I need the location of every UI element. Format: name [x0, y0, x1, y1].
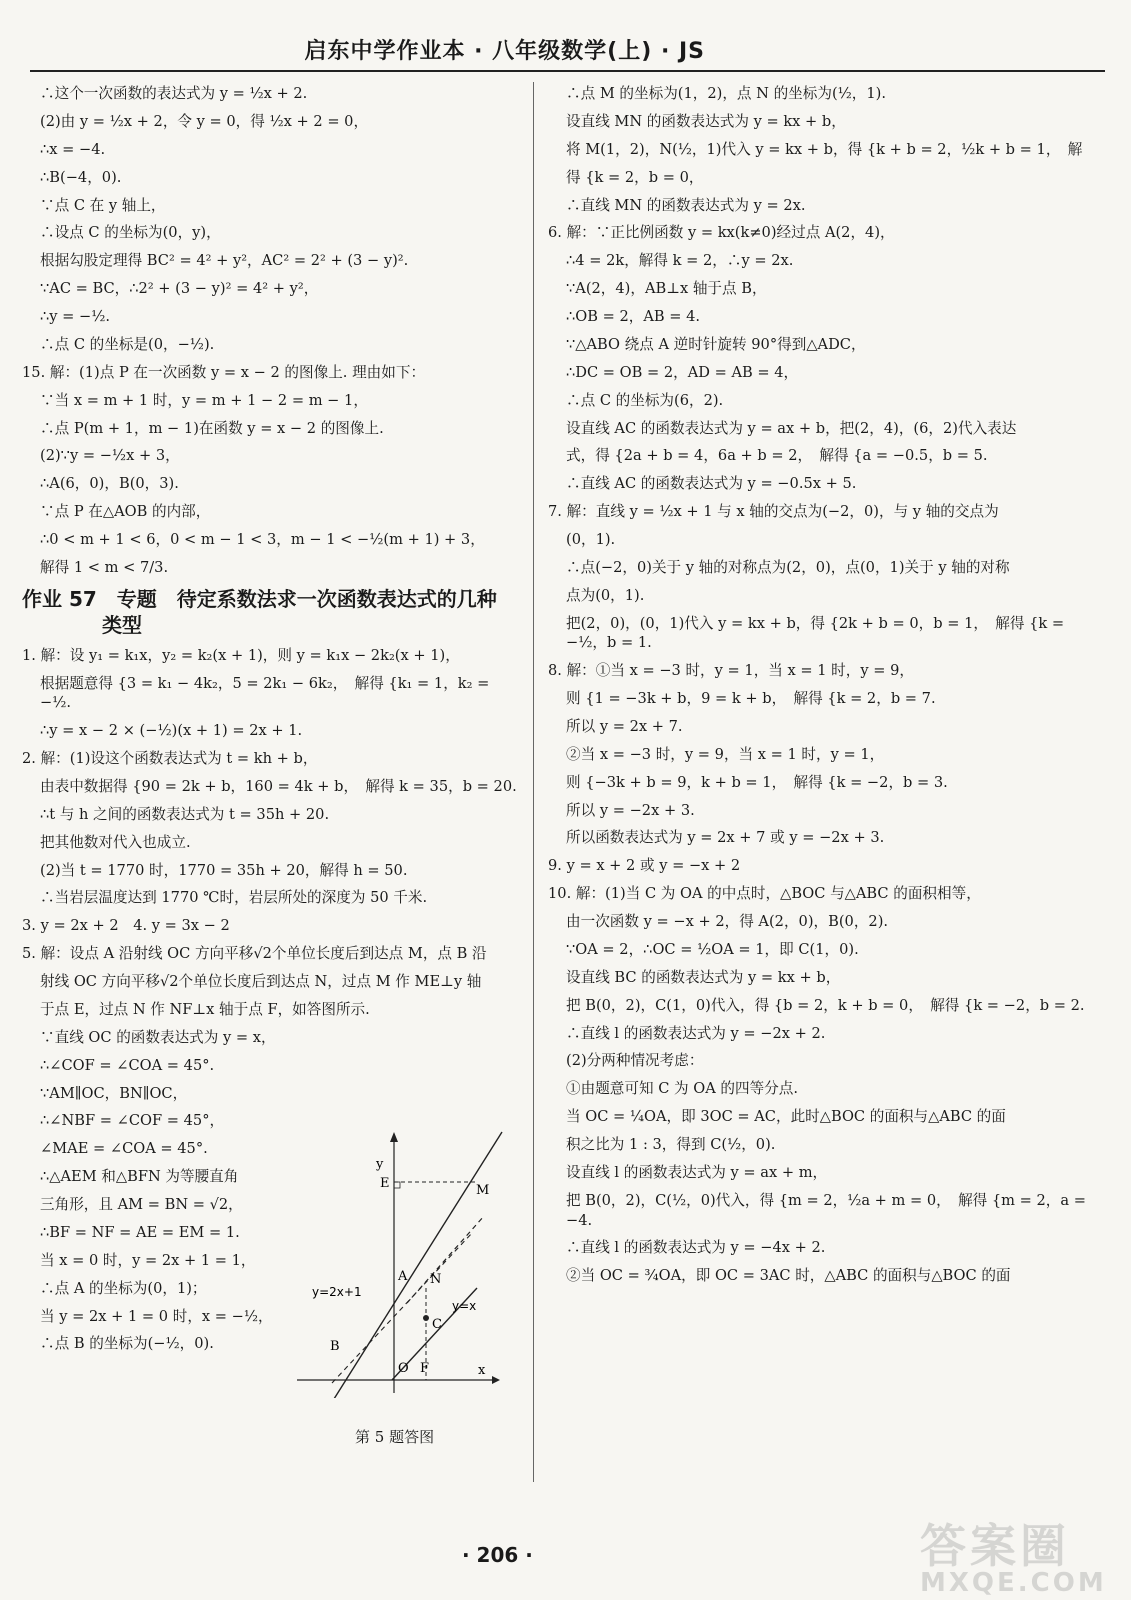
right-line: 所以函数表达式为 y = 2x + 7 或 y = −2x + 3. — [566, 829, 885, 847]
right-angle-e — [394, 1182, 400, 1188]
left-line: ∴设点 C 的坐标为(0，y)， — [40, 224, 221, 242]
left-line: ∠MAE = ∠COA = 45°. — [40, 1140, 208, 1158]
section-heading — [22, 586, 522, 638]
left-line: 当 y = 2x + 1 = 0 时，x = −½， — [40, 1307, 273, 1325]
y-axis-arrow — [390, 1132, 398, 1142]
left-line: ∴∠COF = ∠COA = 45°. — [40, 1056, 215, 1074]
left-line: (2)∵y = −½x + 3， — [40, 447, 180, 465]
left-line: ∴t 与 h 之间的函数表达式为 t = 35h + 20. — [40, 805, 330, 823]
left-line: ∴点 A 的坐标为(0，1)； — [40, 1279, 207, 1297]
left-line: (2)由 y = ½x + 2，令 y = 0，得 ½x + 2 = 0， — [40, 112, 369, 130]
left-line: ∴点 C 的坐标是(0，−½). — [40, 335, 215, 353]
left-line: (2)当 t = 1770 时，1770 = 35h + 20，解得 h = 50. — [40, 861, 408, 879]
right-line: 10. 解：(1)当 C 为 OA 的中点时，△BOC 与△ABC 的面积相等， — [548, 885, 981, 903]
left-line: 解得 1 < m < 7/3. — [40, 558, 169, 576]
watermark-text: 答案圈 — [920, 1519, 1070, 1573]
right-line: 所以 y = −2x + 3. — [566, 801, 695, 819]
right-line: 当 OC = ¼OA，即 3OC = AC，此时△BOC 的面积与△ABC 的面 — [566, 1108, 1006, 1126]
left-line: ∴A(6，0)，B(0，3). — [40, 475, 179, 493]
left-line: ∴△AEM 和△BFN 为等腰直角 — [40, 1168, 239, 1186]
watermark-url: MXQE.COM — [920, 1568, 1107, 1598]
left-line: 于点 E，过点 N 作 NF⊥x 轴于点 F，如答图所示. — [40, 1000, 370, 1018]
right-line: 将 M(1，2)，N(½，1)代入 y = kx + b，得 {k + b = 2，½k + b = 1， 解 — [566, 140, 1083, 158]
book-title: 启东中学作业本 · 八年级数学(上) · JS — [304, 39, 705, 64]
right-line: 设直线 BC 的函数表达式为 y = kx + b， — [566, 968, 841, 986]
left-line: ∵点 C 在 y 轴上， — [40, 196, 166, 214]
right-line: 把 B(0，2)，C(1，0)代入，得 {b = 2，k + b = 0， 解得 {k = −2，b = 2. — [566, 996, 1085, 1014]
right-column — [548, 84, 1108, 1294]
left-line: ∵直线 OC 的函数表达式为 y = x， — [40, 1028, 276, 1046]
point-c — [423, 1315, 429, 1321]
left-line: ∴x = −4. — [40, 140, 106, 158]
left-line: ∴点 B 的坐标为(−½，0). — [40, 1335, 214, 1353]
left-line: 根据题意得 {3 = k₁ − 4k₂，5 = 2k₁ − 6k₂， 解得 {k₁ = 1，k₂ = −½. — [40, 674, 494, 712]
figure-5-graph — [292, 1128, 507, 1398]
label-o: O — [398, 1361, 409, 1376]
left-line: ∵AM∥OC，BN∥OC， — [40, 1084, 188, 1102]
right-line: 把 B(0，2)，C(½，0)代入，得 {m = 2，½a + m = 0， 解得 {m = 2，a = −4. — [566, 1191, 1091, 1229]
left-line: 3. y = 2x + 2 4. y = 3x − 2 — [22, 917, 230, 935]
right-line: 7. 解：直线 y = ½x + 1 与 x 轴的交点为(−2，0)，与 y 轴的交点为 — [548, 503, 999, 521]
right-line: (2)分两种情况考虑： — [566, 1052, 704, 1070]
left-line: 三角形，且 AM = BN = √2， — [40, 1196, 243, 1214]
label-line-y-x: y=x — [452, 1299, 477, 1313]
left-line: 当 x = 0 时，y = 2x + 1 = 1， — [40, 1251, 256, 1269]
right-line: 9. y = x + 2 或 y = −x + 2 — [548, 857, 741, 875]
left-line: ∴y = x − 2 × (−½)(x + 1) = 2x + 1. — [40, 722, 303, 740]
right-line: 则 {−3k + b = 9，k + b = 1， 解得 {k = −2，b = 3. — [566, 773, 948, 791]
right-line: ∴直线 AC 的函数表达式为 y = −0.5x + 5. — [566, 475, 857, 493]
left-line: 5. 解：设点 A 沿射线 OC 方向平移√2个单位长度后到达点 M，点 B 沿 — [22, 945, 487, 963]
section-heading-line2: 类型 — [102, 612, 142, 637]
left-line: ∴y = −½. — [40, 308, 111, 325]
right-line: ∴直线 l 的函数表达式为 y = −4x + 2. — [566, 1239, 826, 1257]
right-line: ∴点(−2，0)关于 y 轴的对称点为(2，0)，点(0，1)关于 y 轴的对称 — [566, 558, 1010, 576]
left-line: 15. 解：(1)点 P 在一次函数 y = x − 2 的图像上. 理由如下： — [22, 363, 426, 381]
page-number: · 206 · — [462, 1543, 533, 1567]
right-line: 设直线 AC 的函数表达式为 y = ax + b，把(2，4)，(6，2)代入表达 — [566, 419, 1017, 437]
right-line: ∴点 M 的坐标为(1，2)，点 N 的坐标为(½，1). — [566, 85, 886, 102]
label-y: y — [376, 1157, 384, 1172]
label-e: E — [380, 1176, 390, 1191]
right-line: ①由题意可知 C 为 OA 的四等分点. — [566, 1080, 798, 1098]
right-line: ∴直线 MN 的函数表达式为 y = 2x. — [566, 196, 806, 214]
right-line: 6. 解：∵正比例函数 y = kx(k≠0)经过点 A(2，4)， — [548, 224, 895, 242]
left-line: 1. 解：设 y₁ = k₁x，y₂ = k₂(x + 1)，则 y = k₁x − 2k₂(x + 1)， — [22, 646, 460, 664]
right-line: 由一次函数 y = −x + 2，得 A(2，0)，B(0，2). — [566, 913, 889, 931]
left-line: ∴∠NBF = ∠COF = 45°， — [40, 1112, 225, 1130]
right-line: ∴OB = 2，AB = 4. — [566, 308, 701, 325]
right-line: 式，得 {2a + b = 4，6a + b = 2， 解得 {a = −0.5，b = 5. — [566, 447, 988, 465]
right-line: ∴4 = 2k，解得 k = 2，∴y = 2x. — [566, 252, 794, 270]
left-line: ∴当岩层温度达到 1770 ℃时，岩层所处的深度为 50 千米. — [40, 889, 428, 907]
right-line: 点为(0，1). — [566, 586, 645, 604]
label-c: C — [432, 1317, 442, 1332]
left-line: ∴BF = NF = AE = EM = 1. — [40, 1223, 240, 1241]
right-line: 把(2，0)，(0，1)代入 y = kx + b，得 {2k + b = 0，b = 1， 解得 {k = −½，b = 1. — [566, 614, 1069, 652]
left-line: 2. 解：(1)设这个函数表达式为 t = kh + b， — [22, 750, 318, 768]
right-line: ∴点 C 的坐标为(6，2). — [566, 391, 724, 409]
left-line: 由表中数据得 {90 = 2k + b，160 = 4k + b， 解得 k = 35，b = 20. — [40, 777, 517, 795]
label-m: M — [476, 1183, 490, 1198]
label-a: A — [398, 1269, 408, 1284]
right-line: 设直线 MN 的函数表达式为 y = kx + b， — [566, 112, 846, 130]
left-line: ∵当 x = m + 1 时，y = m + 1 − 2 = m − 1， — [40, 391, 368, 409]
label-x: x — [478, 1363, 486, 1378]
right-line: 设直线 l 的函数表达式为 y = ax + m， — [566, 1163, 828, 1181]
right-line: ∵OA = 2，∴OC = ½OA = 1，即 C(1，0). — [566, 940, 859, 958]
label-line-2x-plus-1: y=2x+1 — [312, 1285, 362, 1299]
left-line: ∴B(−4，0). — [40, 168, 122, 186]
left-line: 把其他数对代入也成立. — [40, 833, 191, 851]
right-line: 得 {k = 2，b = 0， — [566, 168, 704, 186]
right-line: 8. 解：①当 x = −3 时，y = 1，当 x = 1 时，y = 9， — [548, 662, 914, 680]
label-b: B — [330, 1339, 340, 1354]
left-text-block-1 — [22, 84, 522, 578]
right-line: ②当 x = −3 时，y = 9，当 x = 1 时，y = 1， — [566, 745, 885, 763]
left-line: 射线 OC 方向平移√2个单位长度后到达点 N，过点 M 作 ME⊥y 轴 — [40, 973, 482, 991]
left-line: ∴这个一次函数的表达式为 y = ½x + 2. — [40, 85, 308, 102]
right-line: 则 {1 = −3k + b，9 = k + b， 解得 {k = 2，b = 7. — [566, 690, 936, 708]
label-n: N — [430, 1272, 442, 1287]
right-line: ∴DC = OB = 2，AD = AB = 4， — [566, 363, 799, 381]
right-line: ②当 OC = ¾OA，即 OC = 3AC 时，△ABC 的面积与△BOC 的面 — [566, 1267, 1011, 1285]
figure-caption: 第 5 题答图 — [355, 1428, 435, 1446]
right-line: 积之比为 1 : 3，得到 C(½，0). — [566, 1136, 776, 1154]
right-line: 所以 y = 2x + 7. — [566, 717, 683, 735]
watermark-logo — [920, 1510, 1115, 1598]
section-heading-line1: 作业 57 专题 待定系数法求一次函数表达式的几种 — [22, 586, 497, 611]
right-line: ∴直线 l 的函数表达式为 y = −2x + 2. — [566, 1024, 826, 1042]
left-line: ∵AC = BC，∴2² + (3 − y)² = 4² + y²， — [40, 280, 319, 298]
column-divider — [533, 82, 534, 1482]
right-line: ∵△ABO 绕点 A 逆时针旋转 90°得到△ADC， — [566, 335, 866, 353]
label-f: F — [420, 1361, 430, 1376]
left-line: ∴0 < m + 1 < 6，0 < m − 1 < 3，m − 1 < −½(m + 1) + 3， — [40, 531, 485, 548]
right-line: (0，1). — [566, 531, 616, 548]
page-header — [30, 30, 1105, 72]
left-line: 根据勾股定理得 BC² = 4² + y²，AC² = 2² + (3 − y)². — [40, 252, 409, 270]
left-line: ∵点 P 在△AOB 的内部， — [40, 503, 211, 521]
right-line: ∵A(2，4)，AB⊥x 轴于点 B， — [566, 280, 767, 298]
left-line: ∴点 P(m + 1，m − 1)在函数 y = x − 2 的图像上. — [40, 419, 384, 437]
x-axis-arrow — [492, 1376, 500, 1384]
